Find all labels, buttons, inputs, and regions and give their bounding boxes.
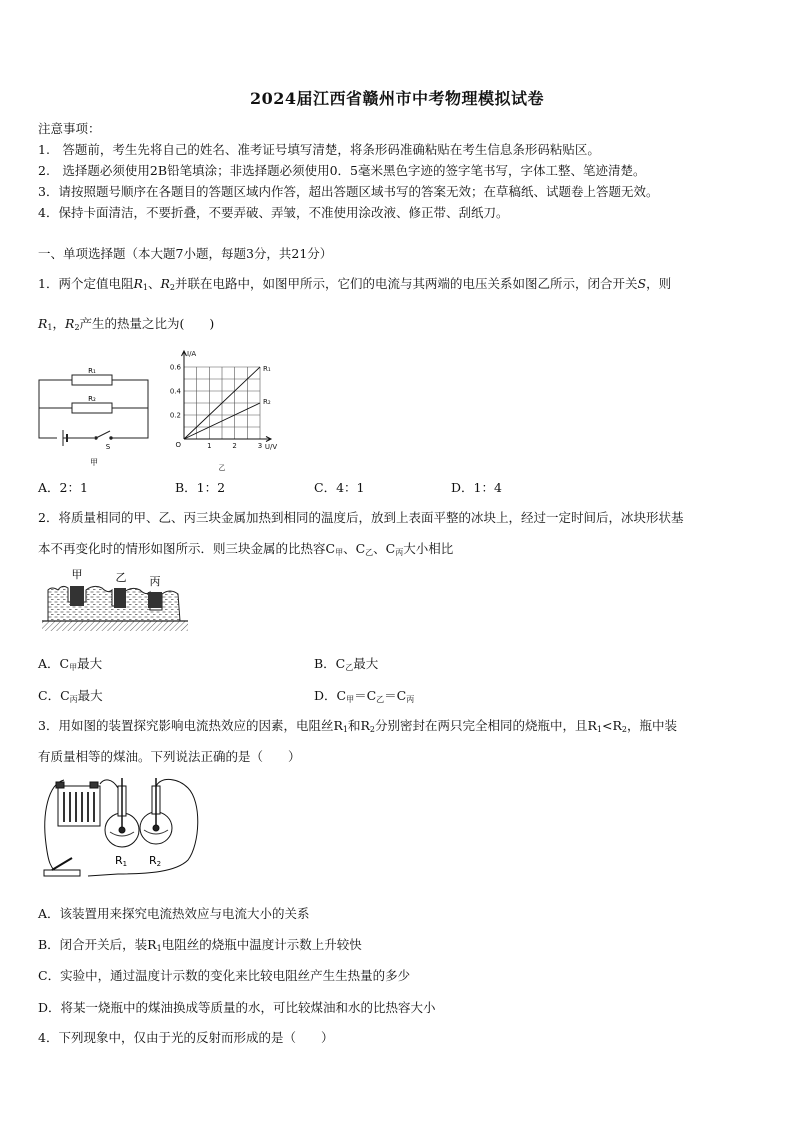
label-yi: 乙 bbox=[115, 571, 127, 584]
q3-sub4: 2 bbox=[621, 725, 627, 734]
q2-optD-sub2: 乙 bbox=[376, 695, 385, 704]
resistor-r2 bbox=[72, 403, 112, 413]
fig-r1-label: R1 bbox=[114, 854, 128, 868]
q2-optB-sub: 乙 bbox=[345, 663, 354, 672]
q2-option-c[interactable] bbox=[38, 690, 103, 704]
q1-r1-b: R bbox=[38, 316, 48, 331]
q2-sub-jia: 甲 bbox=[335, 548, 344, 557]
q1-option-a[interactable]: A．2：1 bbox=[38, 480, 88, 495]
q1-stem-line2 bbox=[38, 318, 214, 332]
notice-heading: 注意事项： bbox=[38, 121, 101, 136]
x-tick-label: 3 bbox=[257, 442, 263, 450]
y-tick-label: 0.4 bbox=[169, 387, 181, 396]
y-tick-label: 0.2 bbox=[169, 411, 181, 420]
q1-option-d[interactable]: D．1：4 bbox=[451, 480, 502, 495]
x-tick-label: 2 bbox=[232, 442, 237, 450]
origin-label: O bbox=[175, 441, 181, 449]
ground-hatch bbox=[42, 621, 188, 631]
metal-bing bbox=[148, 592, 162, 608]
notice-item-3: 3．请按照题号顺序在各题目的答题区域内作答，超出答题区域书写的答案无效；在草稿纸、试题卷上答题无效。 bbox=[38, 184, 659, 199]
q2-option-b[interactable] bbox=[314, 658, 378, 672]
line-r2-label: R₂ bbox=[263, 398, 271, 406]
q1-option-c[interactable]: C．4：1 bbox=[314, 480, 365, 495]
q2-optA-text: A．C bbox=[38, 656, 70, 671]
metal-jia bbox=[70, 586, 84, 606]
q2-optA-sub: 甲 bbox=[69, 663, 78, 672]
q3-option-c[interactable]: C．实验中，通过温度计示数的变化来比较电阻丝产生生热量的多少 bbox=[38, 968, 411, 983]
q2-optD-sub3: 丙 bbox=[406, 695, 415, 704]
q1-r1-sub: 1 bbox=[142, 283, 148, 292]
q3-optB-tail: 电阻丝的烧瓶中温度计示数上升较快 bbox=[161, 937, 362, 952]
q3-text-e: ，瓶中装 bbox=[626, 718, 677, 733]
switch-lever bbox=[52, 858, 72, 870]
q3-stem-line2: 有质量相等的煤油。下列说法正确的是（ ） bbox=[38, 749, 301, 764]
q2-option-a[interactable] bbox=[38, 658, 102, 672]
q1-r1-b-sub: 1 bbox=[47, 323, 53, 332]
line-r1-label: R₁ bbox=[263, 365, 271, 373]
q3-sub2: 2 bbox=[369, 725, 375, 734]
q2-text-c: 、C bbox=[373, 541, 396, 556]
q1-circuit-figure bbox=[36, 358, 156, 470]
q3-stem-line1 bbox=[38, 720, 677, 734]
q2-optA-tail: 最大 bbox=[77, 656, 103, 671]
q3-sub1: 1 bbox=[342, 725, 348, 734]
q2-optC-tail: 最大 bbox=[77, 688, 103, 703]
q2-optD-mid2: ＝C bbox=[384, 688, 407, 703]
q3-sub3: 1 bbox=[596, 725, 602, 734]
metal-yi bbox=[114, 588, 126, 608]
q2-optB-text: B．C bbox=[314, 656, 346, 671]
q2-optC-text: C．C bbox=[38, 688, 70, 703]
y-tick-label: 0.6 bbox=[169, 363, 181, 372]
caption-yi: 乙 bbox=[218, 464, 226, 472]
q1-option-b[interactable]: B．1：2 bbox=[175, 480, 226, 495]
q2-option-d[interactable] bbox=[314, 690, 414, 704]
q1-stem-line1 bbox=[38, 278, 671, 292]
q3-option-b[interactable] bbox=[38, 939, 362, 953]
wire-top-left bbox=[100, 780, 118, 788]
q1-r2-b: R bbox=[65, 316, 75, 331]
q1-comma: ， bbox=[52, 316, 66, 331]
caption-jia: 甲 bbox=[90, 458, 98, 467]
q1-sep: 、 bbox=[147, 276, 161, 291]
notice-item-2: 2. 选择题必须使用2B铅笔填涂；非选择题必须使用0．5毫米黑色字迹的签字笔书写，字体工整、笔迹清楚。 bbox=[38, 163, 646, 178]
q1-switch-symbol: S bbox=[637, 276, 647, 291]
q3-optB-sub: 1 bbox=[156, 944, 162, 953]
q3-text-b: 和R bbox=[347, 718, 370, 733]
q2-ice-figure bbox=[42, 566, 188, 636]
q3-option-d[interactable]: D．将某一烧瓶中的煤油换成等质量的水，可比较煤油和水的比热容大小 bbox=[38, 1000, 436, 1015]
q1-text-c: ，则 bbox=[646, 276, 672, 291]
notice-item-4: 4．保持卡面清洁，不要折叠，不要弄破、弄皱，不准使用涂改液、修正带、刮纸刀。 bbox=[38, 205, 509, 220]
q2-sub-yi: 乙 bbox=[365, 548, 374, 557]
q1-r2: R bbox=[160, 276, 170, 291]
label-r2: R₂ bbox=[88, 395, 96, 403]
q1-iu-graph bbox=[166, 346, 296, 474]
q3-option-a[interactable]: A．该装置用来探究电流热效应与电流大小的关系 bbox=[38, 906, 310, 921]
page-title: 2024届江西省赣州市中考物理模拟试卷 bbox=[249, 89, 545, 108]
q1-text-d: 产生的热量之比为( ) bbox=[79, 316, 215, 331]
label-r1: R₁ bbox=[88, 367, 96, 375]
q1-r1: R bbox=[133, 276, 143, 291]
q4-stem-line1: 4．下列现象中，仅由于光的反射而形成的是（ ） bbox=[38, 1030, 334, 1045]
fig-r2-label: R2 bbox=[148, 854, 162, 868]
q3-optB-text: B．闭合开关后，装R bbox=[38, 937, 157, 952]
q1-text-b: 并联在电路中，如图甲所示，它们的电流与其两端的电压关系如图乙所示，闭合开关 bbox=[175, 276, 638, 291]
q3-text-a: 3．用如图的装置探究影响电流热效应的因素，电阻丝R bbox=[38, 718, 343, 733]
q2-optD-text: D．C bbox=[314, 688, 347, 703]
q3-text-d: <R bbox=[602, 718, 622, 733]
label-switch: S bbox=[105, 443, 111, 451]
x-tick-label: 1 bbox=[207, 442, 212, 450]
q2-stem-line1: 2．将质量相同的甲、乙、丙三块金属加热到相同的温度后，放到上表面平整的冰块上，经过一定时间后，冰块形状基 bbox=[38, 510, 684, 525]
q2-stem-line2 bbox=[38, 543, 453, 557]
notice-item-1: 1. 答题前，考生先将自己的姓名、准考证号填写清楚，将条形码准确粘贴在考生信息条形码粘贴区。 bbox=[38, 142, 600, 157]
x-axis-label: U/V bbox=[264, 443, 278, 451]
switch-base bbox=[44, 870, 80, 876]
q2-text-b: 、C bbox=[343, 541, 366, 556]
resistor-r1 bbox=[72, 375, 112, 385]
y-axis-label: I/A bbox=[187, 350, 197, 358]
q2-optD-mid1: ＝C bbox=[354, 688, 377, 703]
section-heading: 一、单项选择题（本大题7小题，每题3分，共21分） bbox=[38, 246, 333, 261]
q2-text-d: 大小相比 bbox=[403, 541, 454, 556]
q3-text-c: 分别密封在两只完全相同的烧瓶中，且R bbox=[374, 718, 597, 733]
q2-optB-tail: 最大 bbox=[353, 656, 379, 671]
q2-optC-sub: 丙 bbox=[69, 695, 78, 704]
label-bing: 丙 bbox=[149, 575, 161, 588]
label-jia: 甲 bbox=[71, 568, 83, 581]
q1-r2-b-sub: 2 bbox=[74, 323, 80, 332]
q1-text-a: 1．两个定值电阻 bbox=[38, 276, 134, 291]
q1-r2-sub: 2 bbox=[169, 283, 176, 292]
q2-optD-sub1: 甲 bbox=[346, 695, 355, 704]
q2-sub-bing: 丙 bbox=[395, 548, 404, 557]
q3-apparatus-figure bbox=[38, 774, 210, 884]
q2-text-a: 本不再变化时的情形如图所示．则三块金属的比热容C bbox=[38, 541, 336, 556]
